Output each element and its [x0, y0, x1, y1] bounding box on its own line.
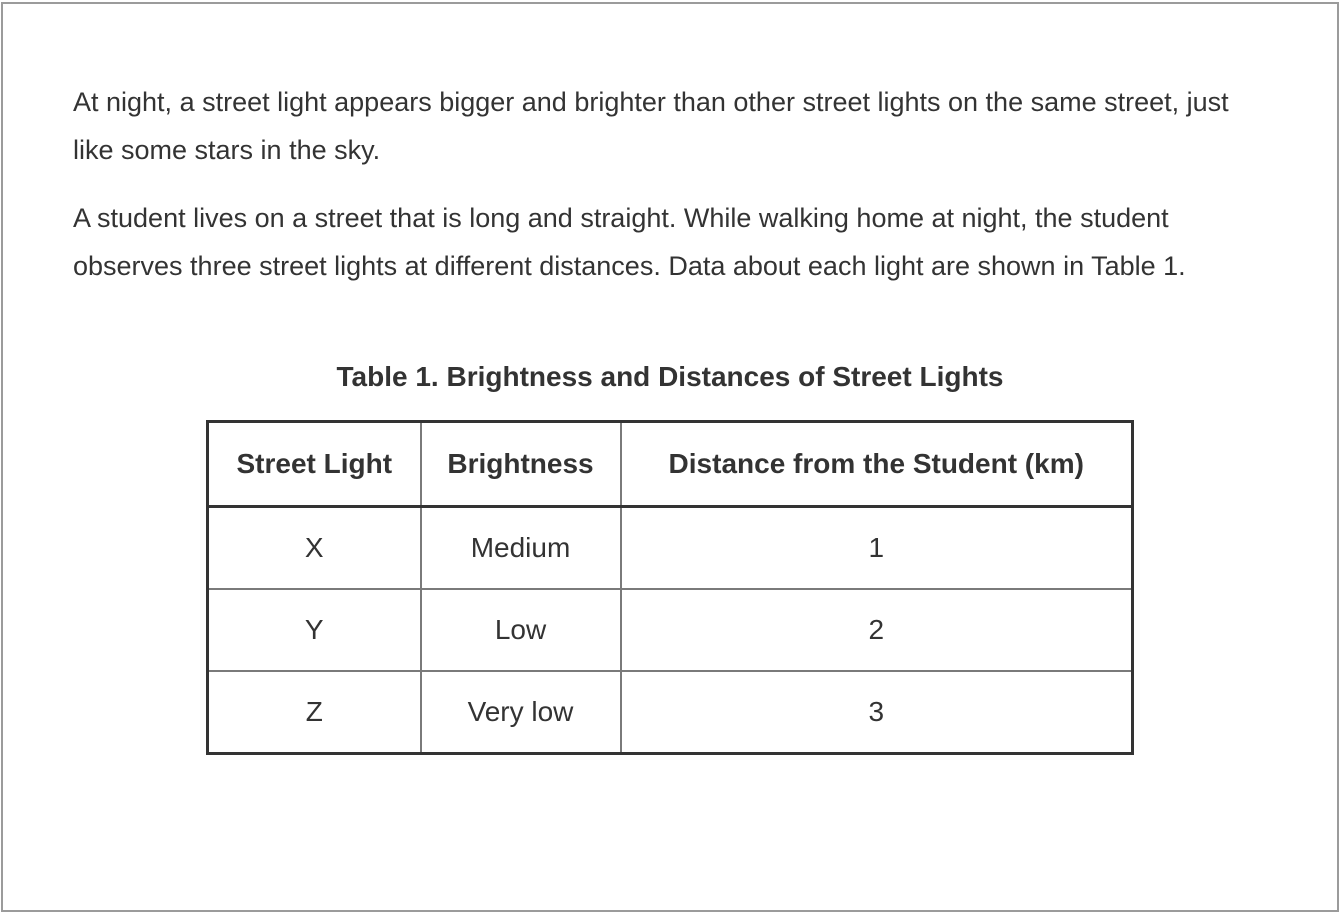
intro-paragraph-2: A student lives on a street that is long and straight. While walking home at night, the student observes three street lights at different distances. Data about each light are shown in Table 1.	[73, 203, 1186, 281]
table-header-row	[208, 422, 1133, 507]
cell-distance: 3	[621, 671, 1133, 754]
column-header-brightness: Brightness	[421, 422, 621, 507]
column-header-distance: Distance from the Student (km)	[621, 422, 1133, 507]
column-header-street-light: Street Light	[208, 422, 421, 507]
table-row	[208, 589, 1133, 671]
cell-street-light: Y	[208, 589, 421, 671]
street-lights-table	[206, 420, 1134, 755]
table-caption: Table 1. Brightness and Distances of Street Lights	[336, 361, 1004, 392]
cell-street-light: Z	[208, 671, 421, 754]
cell-brightness: Very low	[421, 671, 621, 754]
cell-brightness: Medium	[421, 507, 621, 590]
table-row	[208, 671, 1133, 754]
passage-text	[73, 78, 1273, 290]
cell-distance: 2	[621, 589, 1133, 671]
cell-distance: 1	[621, 507, 1133, 590]
table-row	[208, 507, 1133, 590]
intro-paragraph-1: At night, a street light appears bigger and brighter than other street lights on the same street, just like some stars in the sky.	[73, 87, 1229, 165]
cell-brightness: Low	[421, 589, 621, 671]
cell-street-light: X	[208, 507, 421, 590]
